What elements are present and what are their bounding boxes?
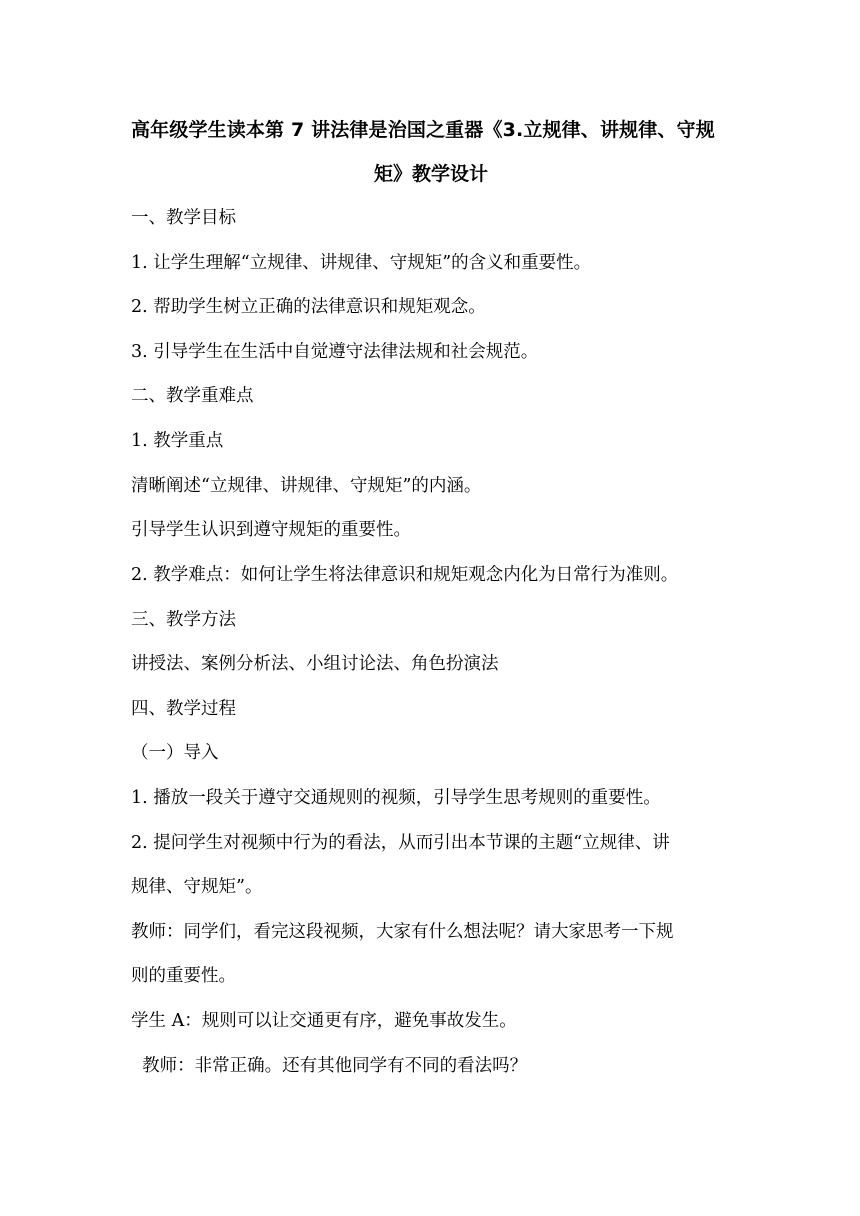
document-title-line-1: 高年级学生读本第 7 讲法律是治国之重器《3.立规律、讲规律、守规 (131, 119, 715, 141)
difficulty-text: 2. 教学难点：如何让学生将法律意识和规矩观念内化为日常行为准则。 (131, 565, 679, 585)
teacher-dialogue-1-line-2: 则的重要性。 (131, 966, 236, 986)
objective-item-3: 3. 引导学生在生活中自觉遵守法律法规和社会规范。 (131, 342, 539, 362)
teacher-dialogue-1-line-1: 教师：同学们，看完这段视频，大家有什么想法呢？请大家思考一下规 (131, 922, 674, 942)
objective-item-1: 1. 让学生理解“立规律、讲规律、守规矩”的含义和重要性。 (131, 253, 592, 273)
key-point-text-1: 清晰阐述“立规律、讲规律、守规矩”的内涵。 (131, 476, 482, 496)
section-heading-objectives: 一、教学目标 (131, 208, 236, 228)
student-a-dialogue: 学生 A：规则可以让交通更有序，避免事故发生。 (131, 1011, 517, 1031)
section-heading-methods: 三、教学方法 (131, 610, 236, 630)
document-title-line-2: 矩》教学设计 (373, 163, 488, 185)
intro-step-2-line-1: 2. 提问学生对视频中行为的看法，从而引出本节课的主题“立规律、讲 (131, 833, 670, 853)
subsection-heading-intro: （一）导入 (131, 743, 219, 763)
intro-step-1: 1. 播放一段关于遵守交通规则的视频，引导学生思考规则的重要性。 (131, 788, 661, 808)
section-heading-process: 四、教学过程 (131, 699, 236, 719)
key-point-text-2: 引导学生认识到遵守规矩的重要性。 (131, 520, 411, 540)
intro-step-2-line-2: 规律、守规矩”。 (131, 877, 263, 897)
section-heading-key-points: 二、教学重难点 (131, 386, 254, 406)
key-point-heading: 1. 教学重点 (131, 431, 224, 451)
teacher-dialogue-2: 教师：非常正确。还有其他同学有不同的看法吗？ (131, 1056, 528, 1076)
methods-text: 讲授法、案例分析法、小组讨论法、角色扮演法 (131, 654, 499, 674)
objective-item-2: 2. 帮助学生树立正确的法律意识和规矩观念。 (131, 297, 486, 317)
